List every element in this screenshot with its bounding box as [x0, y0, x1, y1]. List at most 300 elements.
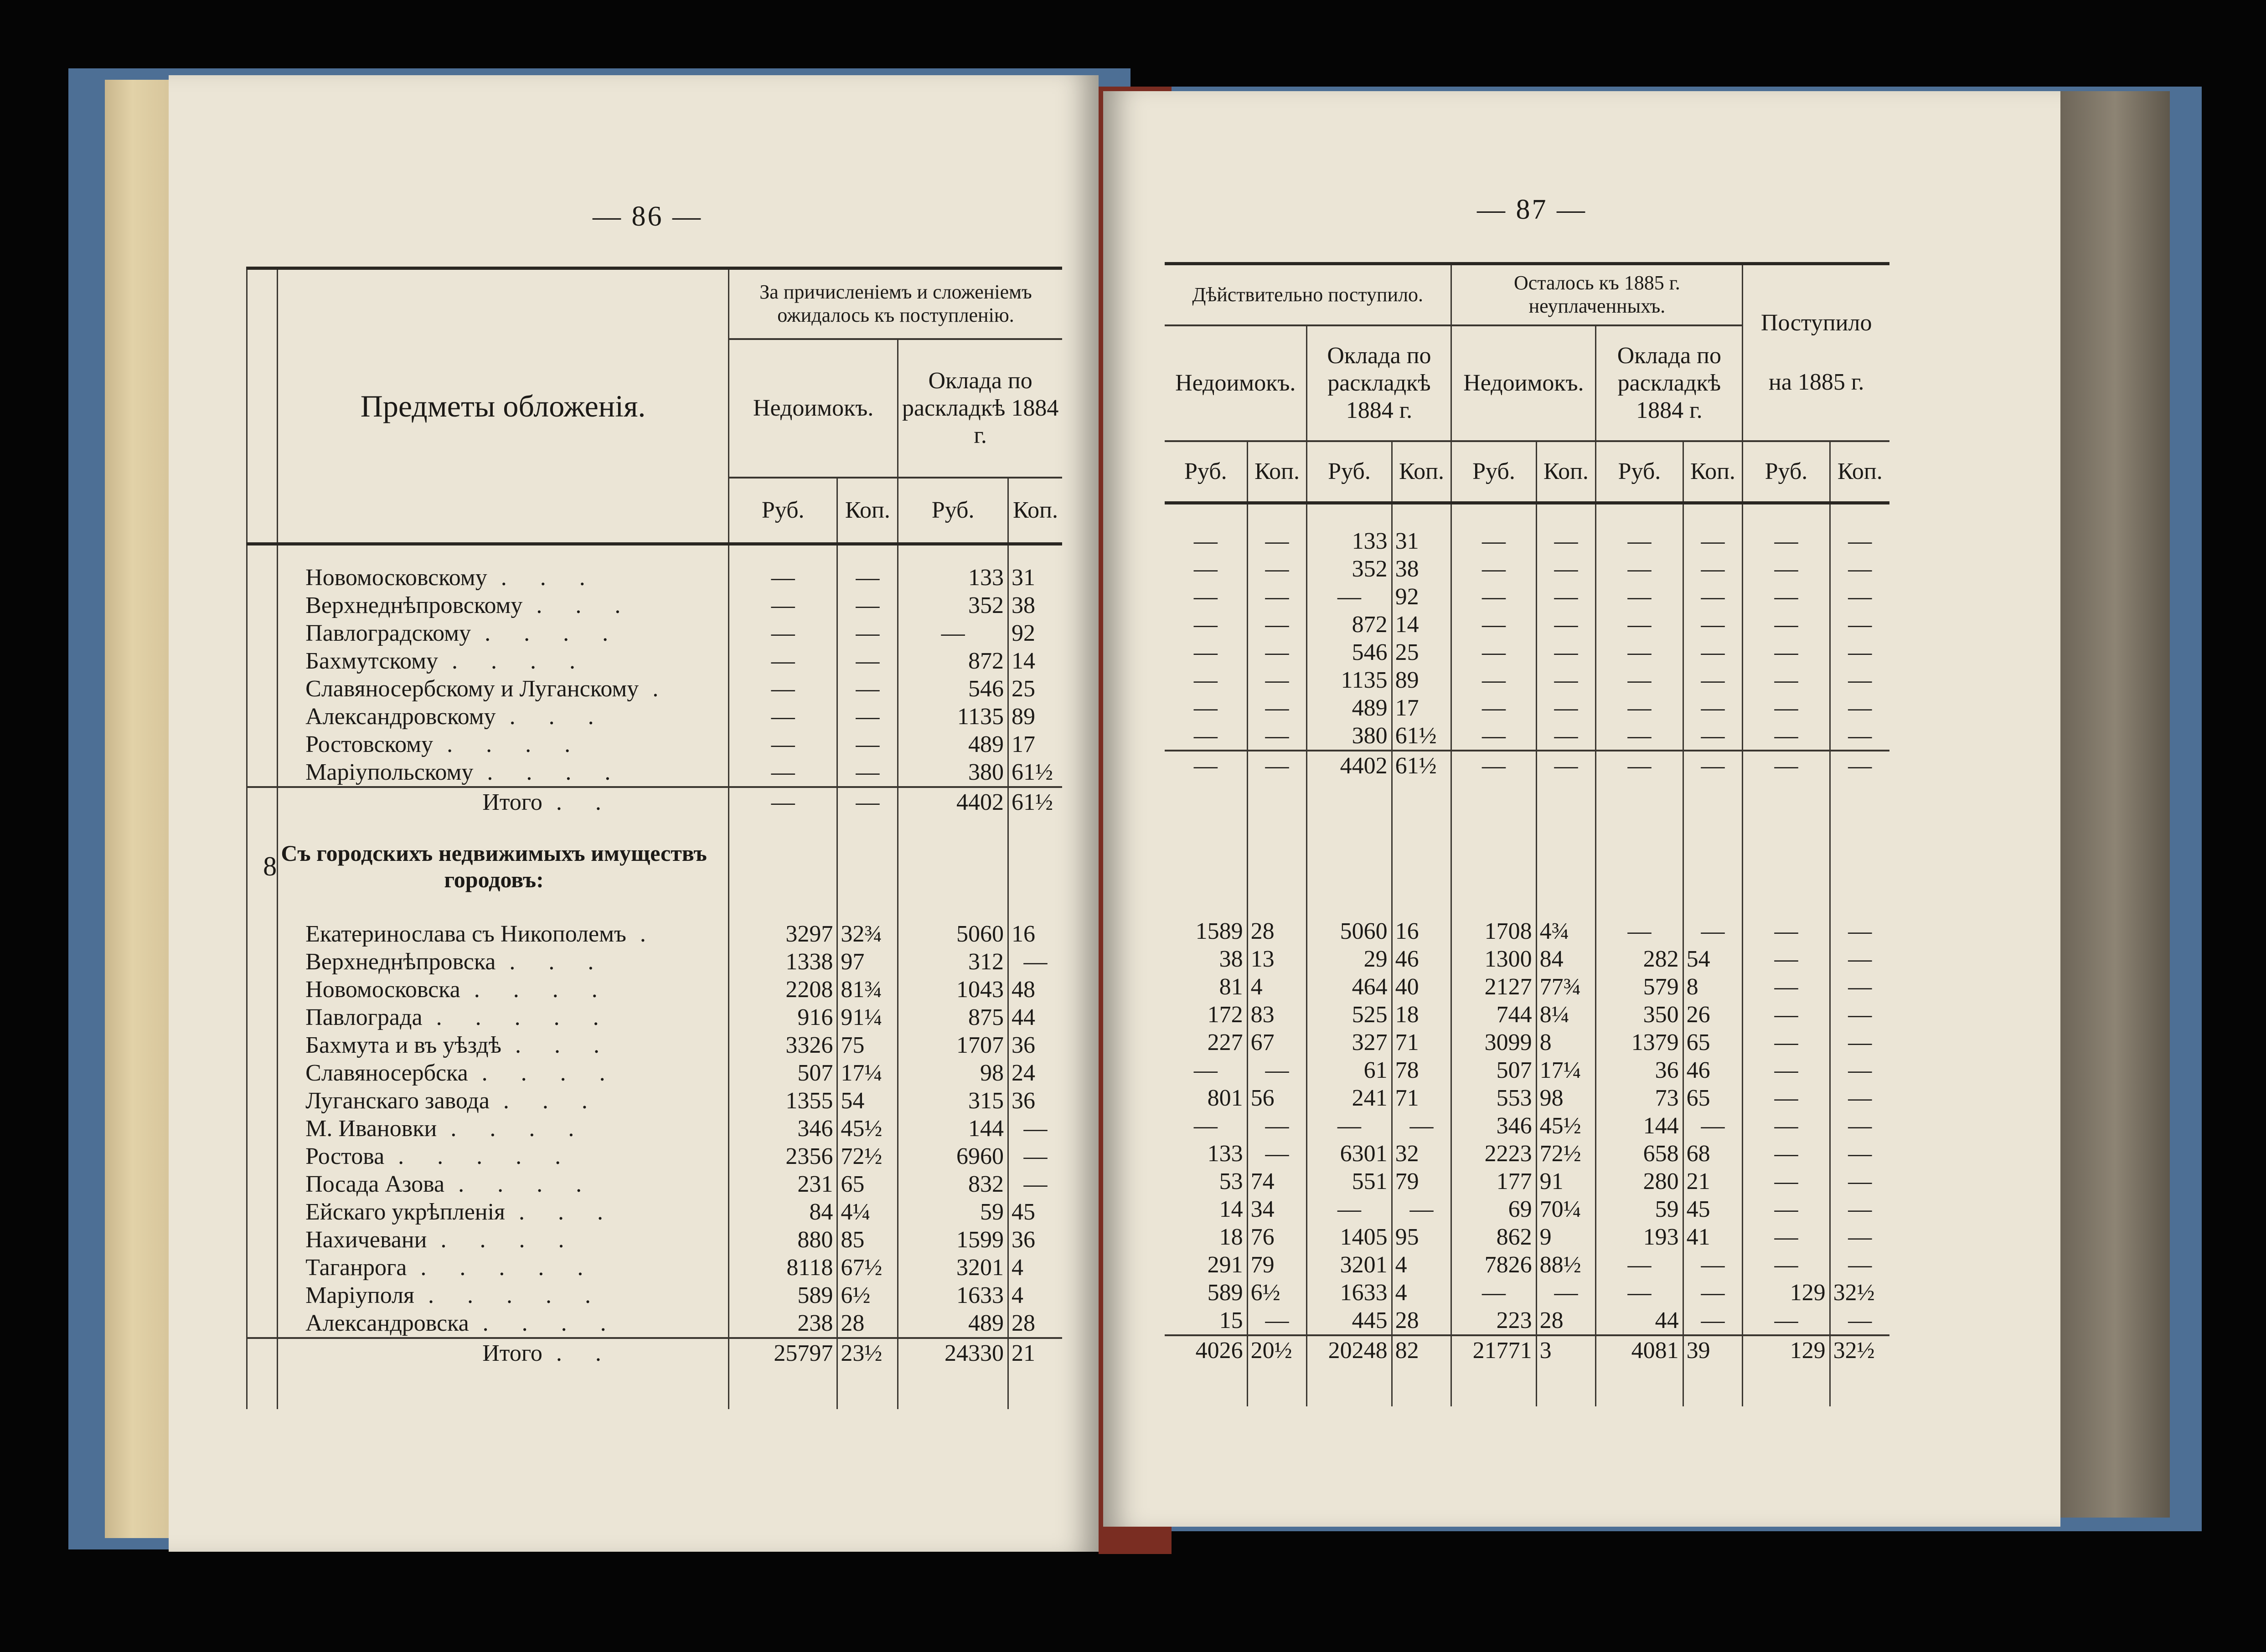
received-1885-kop: —: [1830, 1029, 1889, 1056]
assess-kop: 4: [1392, 1279, 1451, 1307]
remain-arrears-rub: 862: [1451, 1223, 1536, 1251]
arrears-rub: —: [728, 703, 837, 731]
assess-rub: 525: [1307, 1001, 1392, 1029]
leader-dots: . . . .: [487, 759, 625, 785]
remain-arrears-kop: —: [1536, 751, 1596, 781]
remain-arrears-rub: 69: [1451, 1195, 1536, 1223]
arrears-rub: 53: [1219, 1168, 1243, 1194]
arrears-kop: 76: [1247, 1223, 1307, 1251]
arrears-rub: —: [1193, 695, 1218, 721]
remain-arrears-rub: —: [1451, 1279, 1536, 1307]
leader-dots: . . . .: [447, 731, 584, 757]
arrears-kop: —: [1247, 583, 1307, 611]
leader-dots: . . . . .: [428, 1282, 604, 1308]
arrears-rub: 231: [728, 1170, 837, 1198]
assess-rub: 489: [1307, 694, 1392, 722]
table-row: [247, 976, 1063, 1004]
empty-cell: [278, 1368, 729, 1409]
table-row: [1165, 1307, 1889, 1335]
row-index-cell: [247, 1309, 278, 1338]
row-name: Нахичевани: [305, 1227, 427, 1253]
table-row: [247, 948, 1063, 976]
assess-kop: —: [1008, 948, 1062, 976]
arrears-kop: —: [1247, 527, 1307, 555]
spacer-cell: [1596, 1365, 1683, 1406]
row-index-cell: [247, 787, 278, 817]
remain-assess-kop: —: [1683, 666, 1743, 694]
remain-arrears-kop: —: [1536, 1279, 1596, 1307]
row-name-cell: [278, 1281, 729, 1309]
spacer-row: [1165, 781, 1889, 917]
row-index-cell: [247, 1281, 278, 1309]
row-name-cell: [278, 976, 729, 1004]
header-rub: Руб.: [1184, 458, 1227, 485]
header-rub: Руб.: [1307, 441, 1392, 503]
remain-arrears-rub: 7826: [1451, 1251, 1536, 1279]
header-arrears: Недоимокъ.: [1165, 325, 1307, 441]
table-row: [1165, 527, 1889, 555]
row-name-cell: [278, 948, 729, 976]
spacer-row: [1165, 1365, 1889, 1406]
row-index-cell: [247, 564, 278, 592]
arrears-rub: —: [1193, 584, 1218, 610]
arrears-rub: 8118: [728, 1254, 837, 1281]
assess-rub: 380: [1307, 722, 1392, 751]
table-row: [1165, 1084, 1889, 1112]
assess-rub: —: [1307, 583, 1392, 611]
received-1885-rub: 129: [1743, 1335, 1830, 1365]
table-row: [247, 675, 1063, 703]
assess-rub: 352: [898, 592, 1008, 619]
spacer-cell: [247, 544, 278, 564]
spacer-cell: [837, 893, 898, 920]
arrears-kop: 81¾: [837, 976, 898, 1004]
spacer-cell: [1008, 893, 1062, 920]
remain-arrears-rub: —: [1451, 555, 1536, 583]
arrears-rub: —: [728, 787, 837, 817]
header-assessment: Оклада по раскладкѣ 1884 г.: [1307, 325, 1451, 441]
spacer-cell: [278, 817, 729, 840]
arrears-kop: —: [837, 731, 898, 758]
assess-rub: 3201: [1307, 1251, 1392, 1279]
header-rub: Руб.: [1596, 441, 1683, 503]
spacer-cell: [1307, 503, 1392, 528]
remain-arrears-kop: 8¼: [1536, 1001, 1596, 1029]
row-index-cell: [247, 948, 278, 976]
arrears-rub: —: [728, 592, 837, 619]
table-row: [1165, 638, 1889, 666]
row-name: Бахмута и въ уѣздѣ: [305, 1032, 501, 1058]
header-received-1885: [1743, 264, 1889, 442]
assess-rub: 4402: [1307, 751, 1392, 781]
remain-assess-rub: —: [1596, 917, 1683, 945]
remain-arrears-rub: —: [1451, 666, 1536, 694]
assess-kop: 71: [1392, 1084, 1451, 1112]
leader-dots: . . . .: [458, 1171, 596, 1197]
table-row: [1165, 973, 1889, 1001]
received-1885-kop: —: [1830, 694, 1889, 722]
remain-assess-kop: 39: [1683, 1335, 1743, 1365]
spacer-cell: [1596, 503, 1683, 528]
remain-assess-rub: —: [1596, 527, 1683, 555]
row-name-cell: [278, 1309, 729, 1338]
empty-cell: [728, 1368, 837, 1409]
arrears-rub: 81: [1219, 974, 1243, 1000]
arrears-kop: —: [1247, 694, 1307, 722]
received-1885-rub: —: [1743, 1168, 1830, 1195]
remain-assess-rub: 4081: [1596, 1335, 1683, 1365]
assess-kop: —: [1008, 1170, 1062, 1198]
remain-arrears-kop: 4¾: [1536, 917, 1596, 945]
arrears-kop: 54: [837, 1087, 898, 1115]
assess-rub: 1707: [898, 1031, 1008, 1059]
empty-cell: [837, 840, 898, 893]
assess-kop: —: [1392, 1195, 1451, 1223]
arrears-rub: —: [728, 758, 837, 787]
remain-assess-rub: —: [1596, 722, 1683, 751]
assess-rub: 1135: [898, 703, 1008, 731]
remain-arrears-kop: 98: [1536, 1084, 1596, 1112]
arrears-kop: —: [837, 675, 898, 703]
received-1885-rub: —: [1743, 583, 1830, 611]
row-name: Ейскаго укрѣпленія: [305, 1199, 505, 1225]
spacer-cell: [1165, 503, 1247, 528]
row-index-cell: [247, 1031, 278, 1059]
row-index-cell: [247, 976, 278, 1004]
assess-kop: 4: [1008, 1254, 1062, 1281]
remain-arrears-kop: 70¼: [1536, 1195, 1596, 1223]
assess-rub: 144: [898, 1115, 1008, 1143]
received-1885-rub: —: [1743, 1056, 1830, 1084]
table-row: [247, 647, 1063, 675]
leader-dots: . .: [556, 789, 615, 815]
assess-kop: 32: [1392, 1140, 1451, 1168]
row-index-cell: [247, 1115, 278, 1143]
assess-kop: 18: [1392, 1001, 1451, 1029]
row-index-cell: [247, 920, 278, 948]
arrears-rub: —: [728, 564, 837, 592]
row-name-cell: [278, 787, 729, 817]
assess-kop: 31: [1392, 527, 1451, 555]
assess-kop: 38: [1392, 555, 1451, 583]
spacer-cell: [1165, 1365, 1247, 1406]
total-label: Итого: [482, 1340, 542, 1366]
remain-arrears-rub: 346: [1451, 1112, 1536, 1140]
assess-kop: 45: [1008, 1198, 1062, 1226]
received-1885-rub: —: [1743, 527, 1830, 555]
received-1885-rub: —: [1743, 722, 1830, 751]
remain-arrears-rub: 744: [1451, 1001, 1536, 1029]
row-name-cell: [278, 920, 729, 948]
spacer-row: [247, 544, 1063, 564]
table-row: [247, 703, 1063, 731]
table-row: [1165, 917, 1889, 945]
assess-rub: 98: [898, 1059, 1008, 1087]
spacer-cell: [278, 544, 729, 564]
arrears-rub: 507: [728, 1059, 837, 1087]
spacer-cell: [1830, 781, 1889, 917]
table-row: [1165, 1168, 1889, 1195]
spacer-cell: [1743, 1365, 1830, 1406]
leader-dots: . . .: [518, 1199, 617, 1225]
arrears-rub: 801: [1207, 1085, 1243, 1111]
received-1885-kop: —: [1830, 973, 1889, 1001]
arrears-rub: 14: [1219, 1196, 1243, 1222]
table-row: [247, 1059, 1063, 1087]
row-name-cell: [278, 758, 729, 787]
spacer-cell: [1536, 781, 1596, 917]
assess-kop: 61½: [1008, 758, 1062, 787]
page-number-right: — 87 —: [1477, 194, 1587, 225]
assess-rub: 445: [1307, 1307, 1392, 1335]
remain-arrears-kop: —: [1536, 694, 1596, 722]
assess-kop: 4: [1008, 1281, 1062, 1309]
received-1885-rub: —: [1743, 666, 1830, 694]
assess-rub: 327: [1307, 1029, 1392, 1056]
table-row: [247, 1226, 1063, 1254]
spacer-cell: [1451, 1365, 1536, 1406]
remain-assess-rub: —: [1596, 583, 1683, 611]
assess-kop: 78: [1392, 1056, 1451, 1084]
remain-assess-kop: —: [1683, 611, 1743, 638]
spacer-cell: [1451, 781, 1536, 917]
row-name-cell: [278, 731, 729, 758]
row-index-cell: [247, 619, 278, 647]
page-edges-left: [105, 80, 173, 1538]
row-name-cell: [278, 564, 729, 592]
table-row: [247, 619, 1063, 647]
assess-rub: 4402: [898, 787, 1008, 817]
assess-rub: 1405: [1307, 1223, 1392, 1251]
total-label: Итого: [482, 789, 542, 815]
arrears-kop: 6½: [1247, 1279, 1307, 1307]
arrears-rub: 238: [728, 1309, 837, 1338]
remain-assess-rub: —: [1596, 611, 1683, 638]
arrears-rub: —: [728, 675, 837, 703]
assess-rub: 872: [898, 647, 1008, 675]
received-1885-kop: —: [1830, 722, 1889, 751]
remain-assess-kop: —: [1683, 583, 1743, 611]
row-index-cell: [247, 1198, 278, 1226]
arrears-kop: 32¾: [837, 920, 898, 948]
arrears-kop: —: [1247, 1056, 1307, 1084]
table-row: [1165, 555, 1889, 583]
assess-kop: 31: [1008, 564, 1062, 592]
remain-assess-kop: —: [1683, 1251, 1743, 1279]
empty-cell: [837, 1368, 898, 1409]
arrears-rub: —: [1193, 639, 1218, 665]
arrears-kop: 83: [1247, 1001, 1307, 1029]
remain-assess-rub: 350: [1596, 1001, 1683, 1029]
table-row: [1165, 1195, 1889, 1223]
leader-dots: . . .: [509, 704, 608, 730]
remain-arrears-kop: 91: [1536, 1168, 1596, 1195]
remain-assess-rub: —: [1596, 1279, 1683, 1307]
received-1885-kop: 32½: [1830, 1279, 1889, 1307]
assess-kop: 61½: [1008, 787, 1062, 817]
assess-kop: 79: [1392, 1168, 1451, 1195]
arrears-kop: 65: [837, 1170, 898, 1198]
assess-rub: 1135: [1307, 666, 1392, 694]
received-1885-kop: —: [1830, 1140, 1889, 1168]
header-kop: Коп.: [1008, 478, 1062, 544]
row-name: Славяносербскому и Луганскому: [305, 676, 639, 702]
arrears-rub: 2208: [728, 976, 837, 1004]
row-index-cell: [247, 1254, 278, 1281]
received-1885-rub: —: [1743, 1307, 1830, 1335]
assess-rub: 464: [1307, 973, 1392, 1001]
received-1885-rub: —: [1743, 751, 1830, 781]
arrears-kop: 79: [1247, 1251, 1307, 1279]
remain-arrears-rub: —: [1451, 694, 1536, 722]
row-index-cell: [247, 1170, 278, 1198]
remain-assess-rub: 579: [1596, 973, 1683, 1001]
received-1885-rub: —: [1743, 1195, 1830, 1223]
assess-rub: —: [898, 619, 1008, 647]
remain-assess-rub: 44: [1596, 1307, 1683, 1335]
row-index-cell: [247, 758, 278, 787]
row-name: М. Ивановки: [305, 1116, 437, 1142]
remain-assess-kop: 46: [1683, 1056, 1743, 1084]
spacer-cell: [247, 893, 278, 920]
remain-assess-rub: —: [1596, 555, 1683, 583]
remain-arrears-kop: —: [1536, 527, 1596, 555]
table-row: [247, 592, 1063, 619]
arrears-rub: 1338: [728, 948, 837, 976]
leader-dots: .: [652, 676, 672, 702]
received-1885-kop: 32½: [1830, 1335, 1889, 1365]
assess-kop: 92: [1008, 619, 1062, 647]
received-1885-kop: —: [1830, 1195, 1889, 1223]
received-1885-kop: —: [1830, 917, 1889, 945]
table-row: [247, 1254, 1063, 1281]
assess-rub: 3201: [898, 1254, 1008, 1281]
table-row: [247, 1004, 1063, 1031]
table-row: [247, 1281, 1063, 1309]
assess-kop: 4: [1392, 1251, 1451, 1279]
header-actually-received: Дѣйствительно поступило.: [1165, 264, 1451, 326]
assess-rub: 352: [1307, 555, 1392, 583]
remain-arrears-kop: 72½: [1536, 1140, 1596, 1168]
header-rub: Руб.: [1451, 441, 1536, 503]
header-kop: Коп.: [1683, 441, 1743, 503]
table-row: [1165, 1029, 1889, 1056]
row-name: Ростовскому: [305, 731, 434, 757]
leader-dots: . . .: [536, 592, 635, 618]
assess-kop: 21: [1008, 1338, 1062, 1368]
received-1885-kop: —: [1830, 945, 1889, 973]
arrears-kop: 97: [837, 948, 898, 976]
row-name-cell: [278, 1226, 729, 1254]
arrears-rub: —: [1193, 556, 1218, 582]
arrears-rub: 880: [728, 1226, 837, 1254]
row-name-cell: [278, 1338, 729, 1368]
spacer-cell: [1392, 503, 1451, 528]
arrears-kop: 72½: [837, 1143, 898, 1170]
leader-dots: . . . . .: [436, 1004, 613, 1030]
remain-assess-rub: 144: [1596, 1112, 1683, 1140]
spacer-cell: [898, 893, 1008, 920]
arrears-kop: —: [837, 564, 898, 592]
leader-dots: . . .: [509, 949, 608, 975]
table-row: [1165, 694, 1889, 722]
row-index-cell: [247, 1004, 278, 1031]
received-1885-rub: —: [1743, 1112, 1830, 1140]
row-index-cell: [247, 675, 278, 703]
remain-arrears-kop: —: [1536, 722, 1596, 751]
received-1885-kop: —: [1830, 1251, 1889, 1279]
row-name-cell: [278, 1115, 729, 1143]
assess-rub: 315: [898, 1087, 1008, 1115]
remain-assess-rub: —: [1596, 751, 1683, 781]
row-name-cell: [278, 675, 729, 703]
table-row: [1165, 945, 1889, 973]
remain-arrears-rub: 553: [1451, 1084, 1536, 1112]
row-name-cell: [278, 1198, 729, 1226]
arrears-rub: —: [1193, 612, 1218, 638]
assess-kop: 16: [1392, 917, 1451, 945]
remain-arrears-kop: 8: [1536, 1029, 1596, 1056]
assess-kop: 71: [1392, 1029, 1451, 1056]
arrears-kop: 17¼: [837, 1059, 898, 1087]
arrears-kop: 13: [1247, 945, 1307, 973]
leader-dots: . . .: [501, 565, 599, 591]
spacer-cell: [1008, 817, 1062, 840]
table-row: [1165, 611, 1889, 638]
assess-kop: 36: [1008, 1031, 1062, 1059]
assess-rub: 29: [1307, 945, 1392, 973]
section-number: 8: [247, 840, 278, 893]
spacer-cell: [1683, 1365, 1743, 1406]
header-kop: Коп.: [1536, 441, 1596, 503]
arrears-kop: 28: [837, 1309, 898, 1338]
header-received: Поступило: [1760, 310, 1872, 336]
assess-kop: 25: [1008, 675, 1062, 703]
remain-arrears-rub: 1708: [1451, 917, 1536, 945]
row-name: Павлограда: [305, 1004, 423, 1030]
spacer-cell: [1830, 1365, 1889, 1406]
assess-kop: 95: [1392, 1223, 1451, 1251]
remain-assess-rub: 1379: [1596, 1029, 1683, 1056]
spacer-row: [1165, 503, 1889, 528]
spacer-cell: [1683, 781, 1743, 917]
arrears-rub: —: [1193, 528, 1218, 554]
leader-dots: . . . .: [440, 1227, 578, 1253]
assess-rub: 546: [898, 675, 1008, 703]
arrears-rub: —: [1193, 1057, 1218, 1083]
spacer-cell: [898, 544, 1008, 564]
section-title: Съ городскихъ недвижимыхъ имуществъ городовъ:: [278, 840, 729, 893]
table-row: [247, 1087, 1063, 1115]
row-name: Луганскаго завода: [305, 1088, 490, 1114]
received-1885-kop: —: [1830, 1112, 1889, 1140]
assess-rub: 133: [1307, 527, 1392, 555]
remain-arrears-rub: —: [1451, 527, 1536, 555]
arrears-kop: —: [837, 592, 898, 619]
remain-arrears-rub: 21771: [1451, 1335, 1536, 1365]
remain-assess-rub: —: [1596, 638, 1683, 666]
assess-kop: 61½: [1392, 722, 1451, 751]
header-for-1885: на 1885 г.: [1769, 369, 1864, 395]
row-index-cell: [247, 647, 278, 675]
empty-cell: [898, 1368, 1008, 1409]
bottom-fill-row: [247, 1368, 1063, 1409]
remain-arrears-kop: 88½: [1536, 1251, 1596, 1279]
table-row: [247, 1143, 1063, 1170]
remain-assess-kop: 41: [1683, 1223, 1743, 1251]
arrears-kop: 67: [1247, 1029, 1307, 1056]
leader-dots: . . . . .: [420, 1255, 597, 1281]
